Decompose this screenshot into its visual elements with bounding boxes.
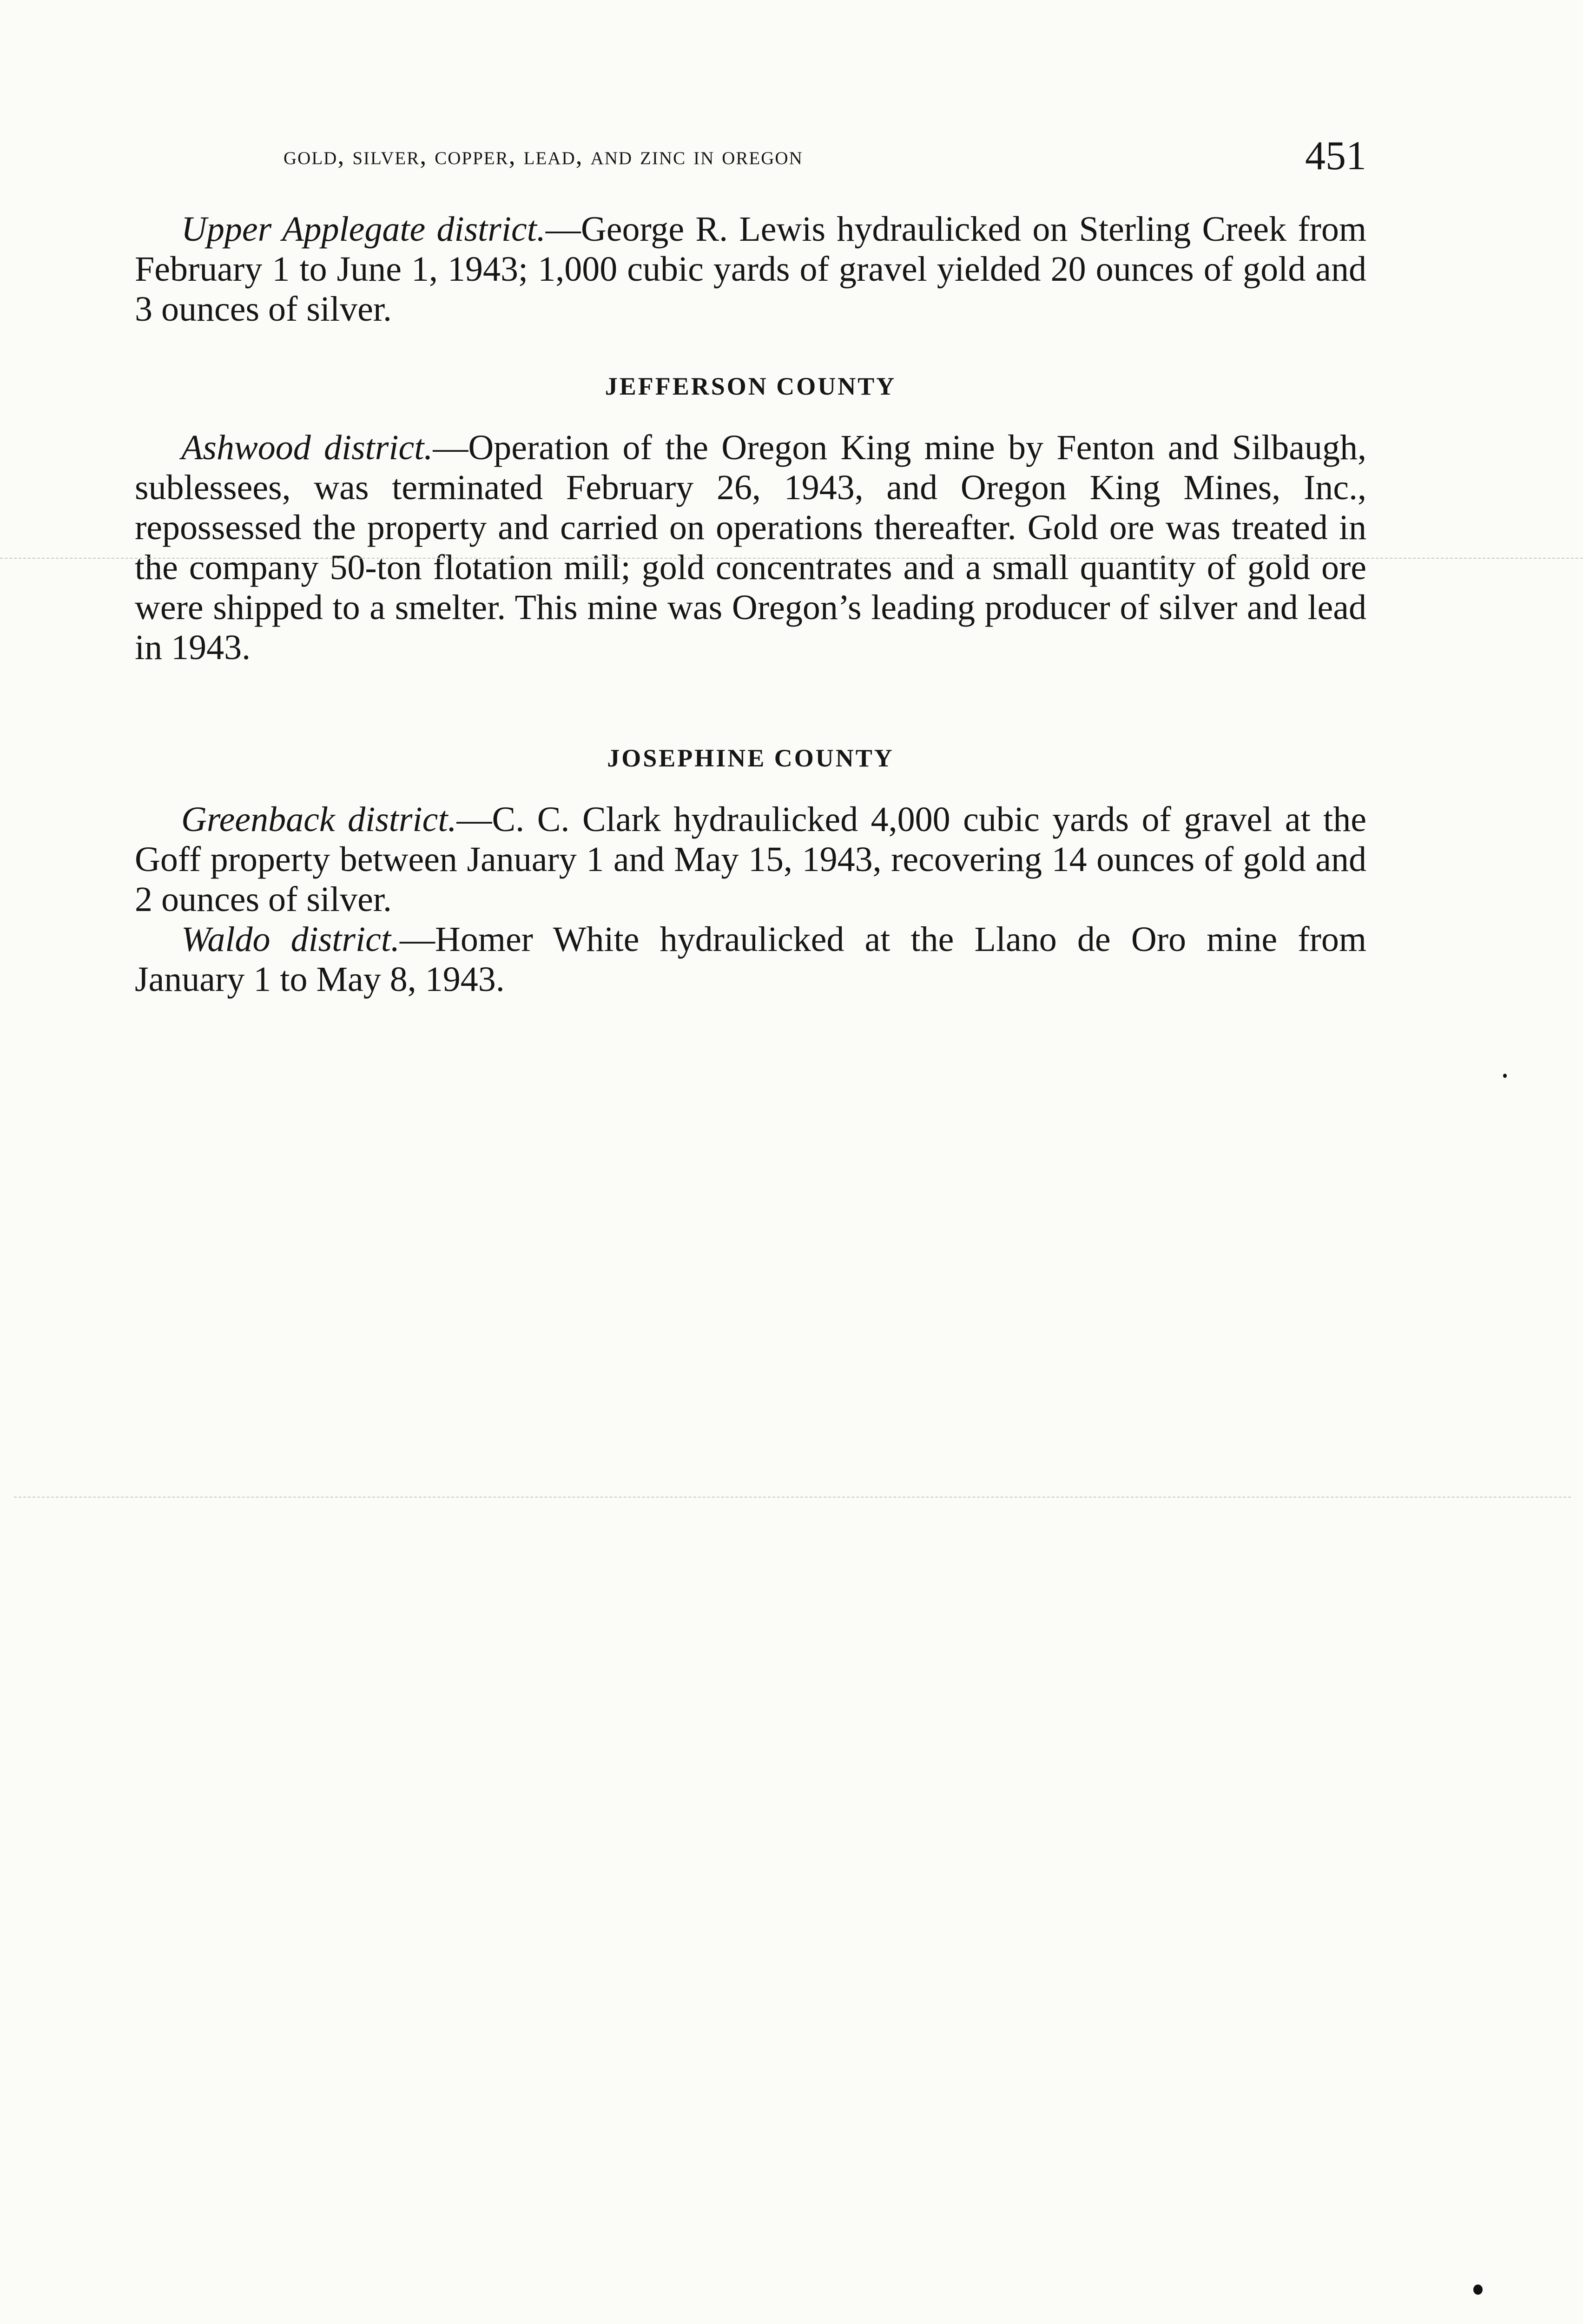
paragraph-waldo [135, 919, 1366, 999]
district-name: Waldo district. [181, 920, 400, 959]
running-head [284, 132, 1366, 184]
running-title: gold, silver, copper, lead, and zinc in oregon [284, 141, 803, 170]
district-name: Greenback district. [181, 800, 457, 839]
paragraph-text: —Homer White hydraulicked at the Llano de Oro mine from January 1 to May 8, 1943. [135, 920, 1367, 999]
jefferson-county-section [135, 428, 1366, 667]
scan-fold-line [0, 558, 1583, 559]
paragraph-greenback [135, 799, 1366, 919]
paragraph-text: —C. C. Clark hydraulicked 4,000 cubic yards of gravel at the Goff property between January 1 and May 15, 1943, recovering 14 ounces of gold and 2 ounces of silver. [135, 800, 1366, 919]
scan-speck [1503, 1074, 1507, 1078]
section-heading-jefferson-county: JEFFERSON COUNTY [605, 372, 897, 400]
paragraph-text: —Operation of the Oregon King mine by Fenton and Silbaugh, sublessees, was terminated February 26, 1943, and Oregon King Mines, Inc., repossessed the property and carried on operations thereafter. Gold ore was treated in the company 50-ton flotation mill; gold concentrates and a small quantity of gold ore were shipped to a smelter. This mine was Oregon’s leading producer of silver and lead in 1943. [135, 428, 1366, 667]
scan-fold-line [14, 1497, 1571, 1498]
scan-speck [1473, 2284, 1483, 2295]
district-name: Upper Applegate district. [181, 210, 546, 249]
upper-applegate-section [135, 209, 1366, 329]
district-name: Ashwood district. [181, 428, 433, 467]
section-heading-josephine-county: JOSEPHINE COUNTY [607, 744, 894, 772]
paragraph-text: —George R. Lewis hydraulicked on Sterling Creek from February 1 to June 1, 1943; 1,000 cubic yards of gravel yielded 20 ounces of gold and 3 ounces of silver. [135, 210, 1366, 329]
paragraph-ashwood [135, 428, 1366, 667]
josephine-county-section [135, 799, 1366, 999]
paragraph-upper-applegate [135, 209, 1366, 329]
page-number: 451 [1305, 133, 1366, 178]
